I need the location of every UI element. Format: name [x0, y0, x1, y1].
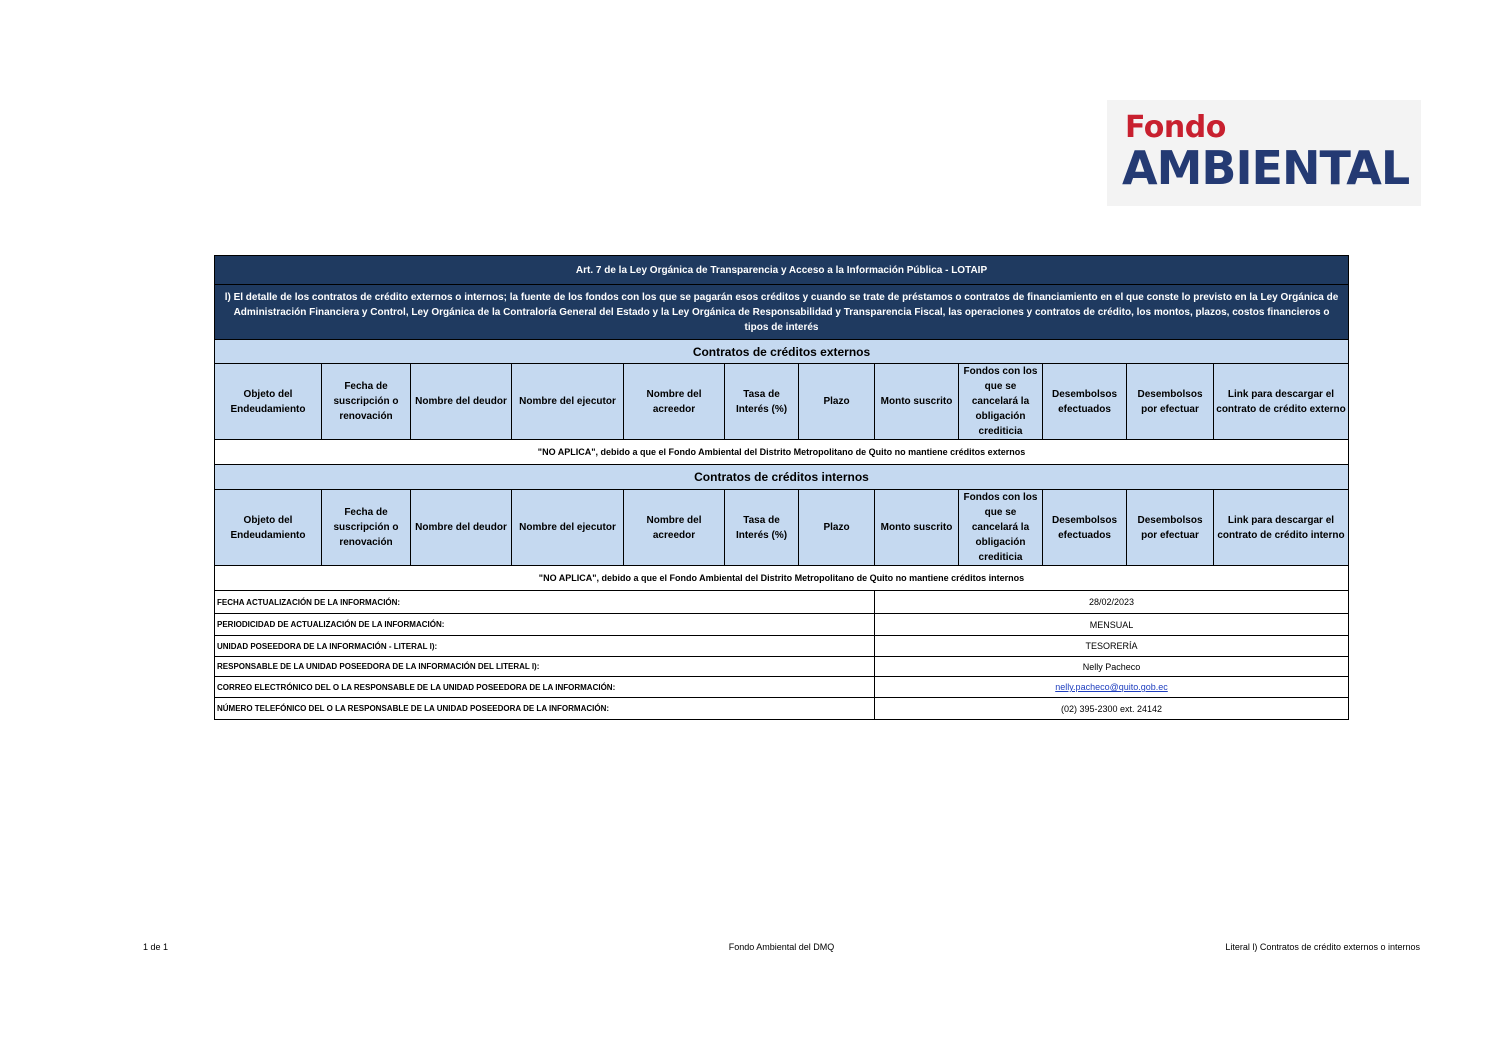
column-header: Desembolsos efectuados — [1043, 490, 1127, 566]
info-label: FECHA ACTUALIZACIÓN DE LA INFORMACIÓN: — [215, 591, 875, 614]
internal-not-applicable-note: "NO APLICA", debido a que el Fondo Ambiental del Distrito Metropolitano de Quito no mantiene créditos internos — [215, 566, 1349, 591]
footer-center: Fondo Ambiental del DMQ — [728, 942, 835, 952]
column-header: Nombre del acreedor — [624, 364, 725, 440]
external-section-title: Contratos de créditos externos — [215, 340, 1349, 364]
internal-section-title: Contratos de créditos internos — [215, 465, 1349, 490]
lotaip-table — [214, 255, 1349, 720]
info-row — [215, 698, 1349, 720]
email-cell — [875, 677, 1349, 698]
responsible-value: Nelly Pacheco — [875, 657, 1349, 677]
column-header: Objeto del Endeudamiento — [215, 364, 322, 440]
info-row — [215, 657, 1349, 677]
literal-description: l) El detalle de los contratos de crédito externos o internos; la fuente de los fondos con los que se pagarán esos créditos y cuando se trate de préstamos o contratos de financiamiento en el que conste lo previsto en la Ley Orgánica de Administración Financiera y Control, Ley Orgánica de la Contraloría General del Estado y la Ley Orgánica de Responsabilidad y Transparencia Fiscal, las operaciones y contratos de crédito, los montos, plazos, costos financieros o tipos de interés — [215, 285, 1349, 340]
column-header: Monto suscrito — [875, 364, 959, 440]
unit-value: TESORERÍA — [875, 636, 1349, 657]
column-header: Nombre del acreedor — [624, 490, 725, 566]
column-header: Tasa de Interés (%) — [725, 490, 799, 566]
phone-value: (02) 395-2300 ext. 24142 — [875, 698, 1349, 720]
footer-right: Literal l) Contratos de crédito externos o internos — [1225, 942, 1420, 952]
column-header: Fondos con los que se cancelará la obligación crediticia — [959, 490, 1043, 566]
column-header: Desembolsos efectuados — [1043, 364, 1127, 440]
info-row — [215, 636, 1349, 657]
column-header: Plazo — [799, 364, 875, 440]
column-header: Nombre del ejecutor — [512, 490, 624, 566]
column-header: Objeto del Endeudamiento — [215, 490, 322, 566]
info-label: RESPONSABLE DE LA UNIDAD POSEEDORA DE LA INFORMACIÓN DEL LITERAL l): — [215, 657, 875, 677]
column-header: Desembolsos por efectuar — [1127, 364, 1214, 440]
column-header: Link para descargar el contrato de crédito interno — [1214, 490, 1349, 566]
column-header: Fecha de suscripción o renovación — [322, 490, 411, 566]
info-row — [215, 614, 1349, 636]
column-header: Tasa de Interés (%) — [725, 364, 799, 440]
column-header: Nombre del deudor — [411, 490, 512, 566]
footer-page-number: 1 de 1 — [143, 942, 169, 952]
column-header: Desembolsos por efectuar — [1127, 490, 1214, 566]
info-label: UNIDAD POSEEDORA DE LA INFORMACIÓN - LITERAL l): — [215, 636, 875, 657]
column-header: Nombre del ejecutor — [512, 364, 624, 440]
external-not-applicable-note: "NO APLICA", debido a que el Fondo Ambiental del Distrito Metropolitano de Quito no mantiene créditos externos — [215, 440, 1349, 465]
column-header: Fondos con los que se cancelará la obligación crediticia — [959, 364, 1043, 440]
column-header: Plazo — [799, 490, 875, 566]
column-header: Fecha de suscripción o renovación — [322, 364, 411, 440]
column-header: Monto suscrito — [875, 490, 959, 566]
info-row — [215, 591, 1349, 614]
table-title: Art. 7 de la Ley Orgánica de Transparencia y Acceso a la Información Pública - LOTAIP — [215, 256, 1349, 285]
fondo-ambiental-logo — [1107, 100, 1421, 206]
logo-line-1: Fondo — [1125, 110, 1226, 145]
periodicity-value: MENSUAL — [875, 614, 1349, 636]
info-label: CORREO ELECTRÓNICO DEL O LA RESPONSABLE DE LA UNIDAD POSEEDORA DE LA INFORMACIÓN: — [215, 677, 875, 698]
info-row — [215, 677, 1349, 698]
column-header: Nombre del deudor — [411, 364, 512, 440]
info-label: PERIODICIDAD DE ACTUALIZACIÓN DE LA INFORMACIÓN: — [215, 614, 875, 636]
update-date-value: 28/02/2023 — [875, 591, 1349, 614]
info-label: NÚMERO TELEFÓNICO DEL O LA RESPONSABLE DE LA UNIDAD POSEEDORA DE LA INFORMACIÓN: — [215, 698, 875, 720]
email-link[interactable]: nelly.pacheco@quito.gob.ec — [1055, 682, 1168, 692]
column-header: Link para descargar el contrato de crédito externo — [1214, 364, 1349, 440]
logo-line-2: AMBIENTAL — [1122, 141, 1410, 195]
